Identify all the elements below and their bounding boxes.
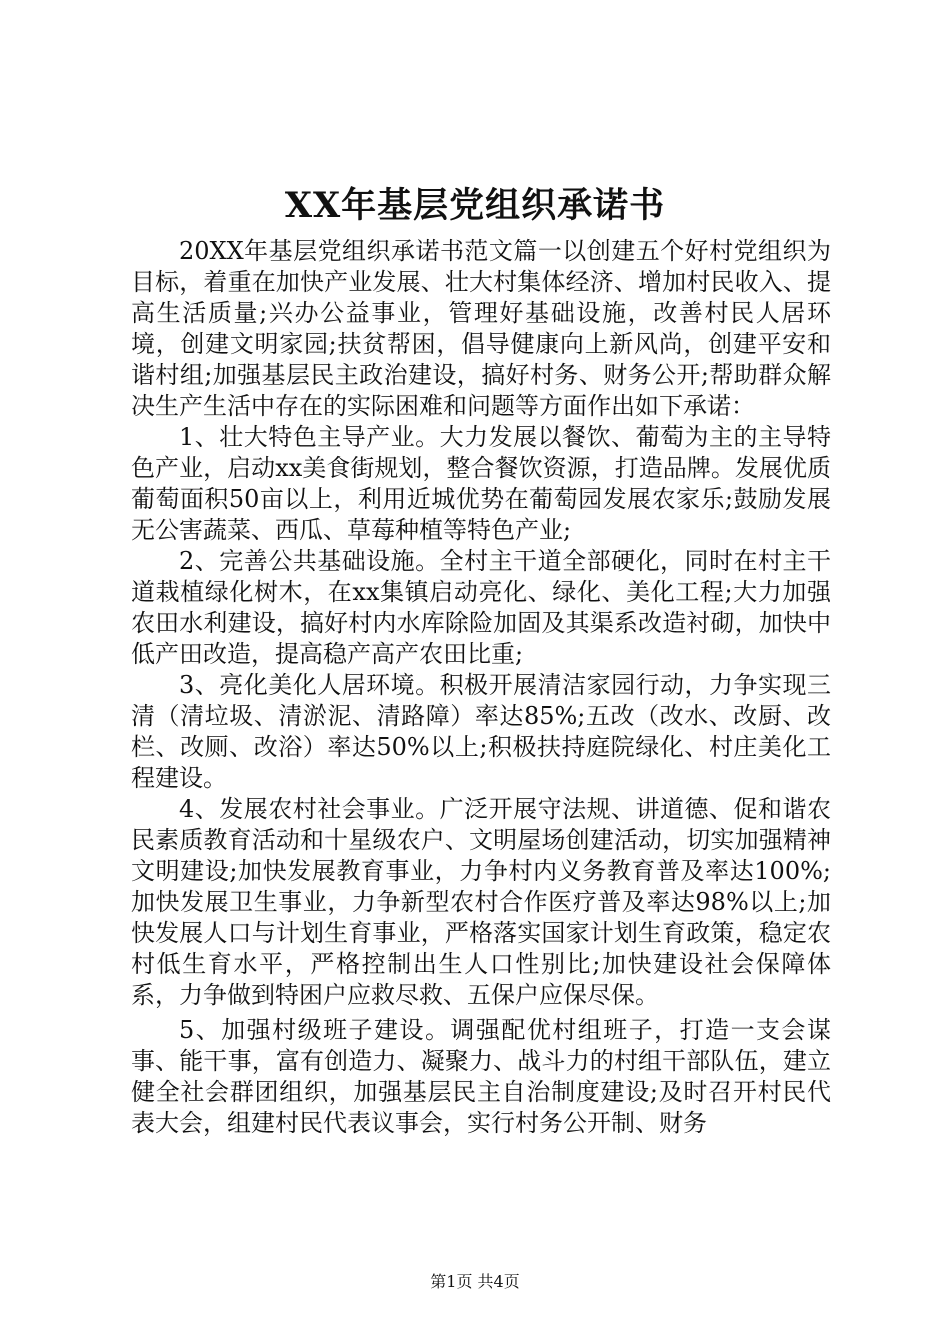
paragraph-item-4: 4、发展农村社会事业。广泛开展守法规、讲道德、促和谐农民素质教育活动和十星级农户、文明屋场创建活动，切实加强精神文明建设;加快发展教育事业，力争村内义务教育普及率达100%;加快发展卫生事业，力争新型农村合作医疗普及率达98%以上;加快发展人口与计划生育事业，严格落实国家计划生育政策，稳定农村低生育水平，严格控制出生人口性别比;加快建设社会保障体系，力争做到特困户应救尽救、五保户应保尽保。	[131, 795, 831, 1009]
paragraph-item-5: 5、加强村级班子建设。调强配优村组班子，打造一支会谋事、能干事，富有创造力、凝聚力、战斗力的村组干部队伍，建立健全社会群团组织，加强基层民主自治制度建设;及时召开村民代表大会，组建村民代表议事会，实行村务公开制、财务	[131, 1016, 831, 1137]
document-title: XX年基层党组织承诺书	[284, 185, 666, 226]
paragraph-item-2: 2、完善公共基础设施。全村主干道全部硬化，同时在村主干道栽植绿化树木，在xx集镇启动亮化、绿化、美化工程;大力加强农田水利建设，搞好村内水库除险加固及其渠系改造衬砌，加快中低产田改造，提高稳产高产农田比重;	[131, 547, 831, 668]
page-footer: 第1页 共4页	[430, 1272, 520, 1291]
document-body	[131, 236, 831, 1139]
paragraph-intro: 20XX年基层党组织承诺书范文篇一以创建五个好村党组织为目标，着重在加快产业发展、壮大村集体经济、增加村民收入、提高生活质量;兴办公益事业，管理好基础设施，改善村民人居环境，创建文明家园;扶贫帮困，倡导健康向上新风尚，创建平安和谐村组;加强基层民主政治建设，搞好村务、财务公开;帮助群众解决生产生活中存在的实际困难和问题等方面作出如下承诺：	[131, 237, 831, 420]
paragraph-item-1: 1、壮大特色主导产业。大力发展以餐饮、葡萄为主的主导特色产业，启动xx美食街规划，整合餐饮资源，打造品牌。发展优质葡萄面积50亩以上，利用近城优势在葡萄园发展农家乐;鼓励发展无公害蔬菜、西瓜、草莓种植等特色产业;	[131, 423, 831, 544]
paragraph-item-3: 3、亮化美化人居环境。积极开展清洁家园行动，力争实现三清（清垃圾、清淤泥、清路障）率达85%;五改（改水、改厨、改栏、改厕、改浴）率达50%以上;积极扶持庭院绿化、村庄美化工程建设。	[131, 671, 831, 792]
